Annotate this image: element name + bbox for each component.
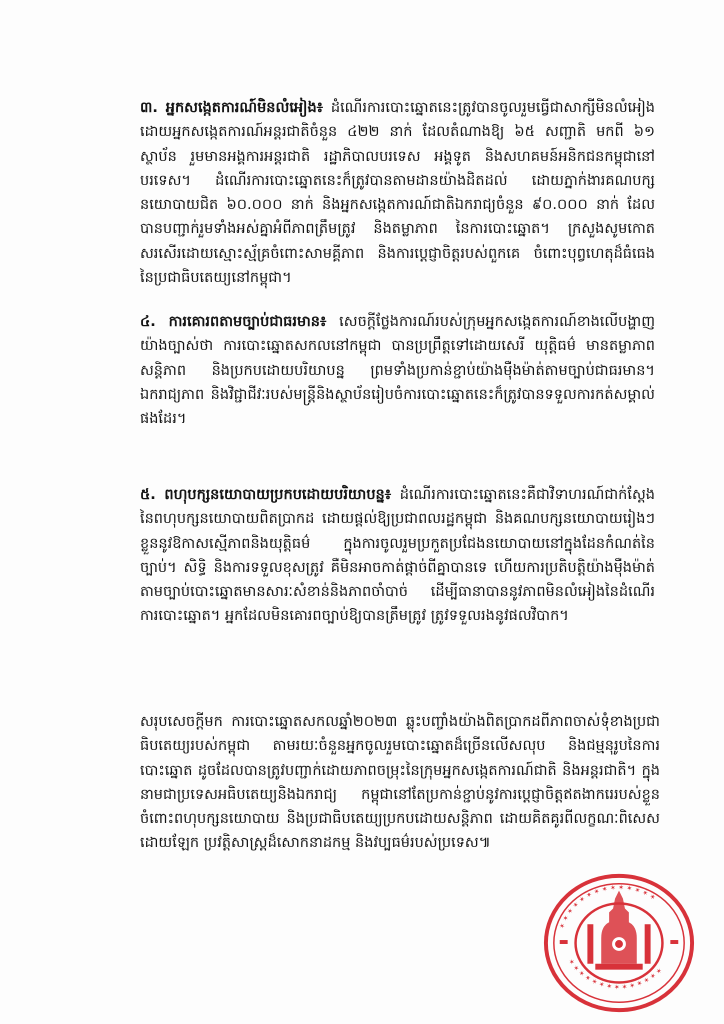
svg-text:✶ ✶ ✶ ✶ ✶ ✶ ✶ ✶ ✶ ✶ ✶ ✶ ✶ ✶: ✶ ✶ ✶ ✶ ✶ ✶ ✶ ✶ ✶ ✶ ✶ ✶ ✶ ✶ — [557, 883, 657, 930]
section-body: ដំណើរការបោះឆ្នោតនេះគឺជាវិទាហរណ៍ជាក់ស្តែងនៃពហុបក្សនយោបាយពិតប្រាកដ ដោយផ្តល់ឱ្យប្រជាពលរដ្ឋកម្ពុជា និងគណបក្សនយោបាយរៀងៗខ្លួននូវឱកាសស្មើភាពនិងយុត្តិធម៌ ក្នុងការចូលរួមប្រកួតប្រជែងនយោបាយនៅក្នុងដែនកំណត់នៃច្បាប់។ សិទ្ធិ និងការទទួលខុសត្រូវ គឺមិនអាចកាត់ផ្តាច់ពីគ្នាបានទេ ហើយការប្រតិបត្តិយ៉ាងម៉ឺងម៉ាត់តាមច្បាប់បោះឆ្នោតមានសារៈសំខាន់និងភាពចាំបាច់ ដើម្បីធានាបាននូវភាពមិនលំអៀងនៃដំណើរការបោះឆ្នោត។ អ្នកដែលមិនគោរពច្បាប់ឱ្យបានត្រឹមត្រូវ ត្រូវទទួលរងនូវផលវិបាក។ — [140, 487, 655, 625]
section-body: ដំណើរការបោះឆ្នោតនេះត្រូវបានចូលរួមធ្វើជាសាក្សីមិនលំអៀងដោយអ្នកសង្កេតការណ៍អន្តរជាតិចំនួន ៤២២ នាក់ ដែលតំណាងឱ្យ ៦៥ សញ្ជាតិ មកពី ៦១ ស្ថាប័ន រួមមានអង្គការអន្តរជាតិ រដ្ឋាភិបាលបរទេស អង្គទូត និងសហគមន៍អនិកជនកម្ពុជានៅបរទេស។ ដំណើរការបោះឆ្នោតនេះក៏ត្រូវបានតាមដានយ៉ាងដិតដល់ ដោយភ្នាក់ងារគណបក្សនយោបាយជិត ៦០.០០០ នាក់ និងអ្នកសង្កេតការណ៍ជាតិឯករាជ្យចំនួន ៩០.០០០ នាក់ ដែលបានបញ្ជាក់រួមទាំងអស់គ្នាអំពីភាពត្រឹមត្រូវ និងតម្លាភាព នៃការបោះឆ្នោត។ ក្រសួងសូមកោតសរសើរដោយស្មោះស្ម័គ្រចំពោះសាមគ្គីភាព និងការប្តេជ្ញាចិត្តរបស់ពួកគេ ចំពោះបុព្វហេតុដ៏ធំធេង នៃប្រជាធិបតេយ្យនៅកម្ពុជា។ — [140, 100, 656, 287]
section-body: សេចក្តីថ្លែងការណ៍របស់ក្រុមអ្នកសង្កេតការណ៍ខាងលើបង្ហាញយ៉ាងច្បាស់ថា ការបោះឆ្នោតសកលនៅកម្ពុជា បានប្រព្រឹត្តទៅដោយសេរី យុត្តិធម៌ មានតម្លាភាព សន្តិភាព និងប្រកបដោយបរិយាបន្ន ព្រមទាំងប្រកាន់ខ្ជាប់យ៉ាងម៉ឺងម៉ាត់តាមច្បាប់ជាធរមាន។ ឯករាជ្យភាព និងវិជ្ជាជីវៈរបស់មន្ត្រីនិងស្ថាប័នរៀបចំការបោះឆ្នោតនេះក៏ត្រូវបានទទួលការកត់សម្គាល់ផងដែរ។ — [140, 314, 655, 428]
section-heading: ការគោរពតាមច្បាប់ជាធរមាន៖ — [168, 314, 340, 330]
section-number: ៥. — [140, 487, 165, 503]
section-3 — [140, 96, 655, 290]
section-4 — [140, 310, 655, 431]
section-heading: ពហុបក្សនយោបាយប្រកបដោយបរិយាបន្ន៖ — [164, 487, 400, 503]
section-number: ៣. — [140, 100, 166, 116]
section-5 — [140, 483, 655, 629]
svg-text:✶ ✶ ✶ ✶ ✶ ✶ ✶ ✶ ✶ ✶ ✶ ✶ ✶ ✶: ✶ ✶ ✶ ✶ ✶ ✶ ✶ ✶ ✶ ✶ ✶ ✶ ✶ ✶ — [566, 957, 664, 992]
official-seal-icon — [540, 868, 698, 1018]
section-number: ៤. — [140, 314, 169, 330]
conclusion-paragraph: សរុបសេចក្តីមក ការបោះឆ្នោតសកលឆ្នាំ២០២៣ ឆ្លុះបញ្ចាំងយ៉ាងពិតប្រាកដពីភាពចាស់ទុំខាងប្រជាធិបតេយ្យរបស់កម្ពុជា តាមរយៈចំនួនអ្នកចូលរួមបោះឆ្នោតដ៏ច្រើនលើសលុប និងជម្មនុរូបនៃការបោះឆ្នោត ដូចដែលបានត្រូវបញ្ជាក់ដោយភាពចម្រុះនៃក្រុមអ្នកសង្កេតការណ៍ជាតិ និងអន្តរជាតិ។ ក្នុងនាមជាប្រទេសអធិបតេយ្យនិងឯករាជ្យ កម្ពុជានៅតែប្រកាន់ខ្ជាប់នូវការប្តេជ្ញាចិត្តឥតងាករេរបស់ខ្លួនចំពោះពហុបក្សនយោបាយ និងប្រជាធិបតេយ្យប្រកបដោយសន្តិភាព ដោយគិតគូរពីលក្ខណៈពិសេសដោយឡែក ប្រវត្តិសាស្ត្រដ៏សោកនាដកម្ម និងវប្បធម៌របស់ប្រទេស៕ — [140, 714, 660, 852]
section-heading: អ្នកសង្កេតការណ៍មិនលំអៀង៖ — [165, 100, 331, 116]
